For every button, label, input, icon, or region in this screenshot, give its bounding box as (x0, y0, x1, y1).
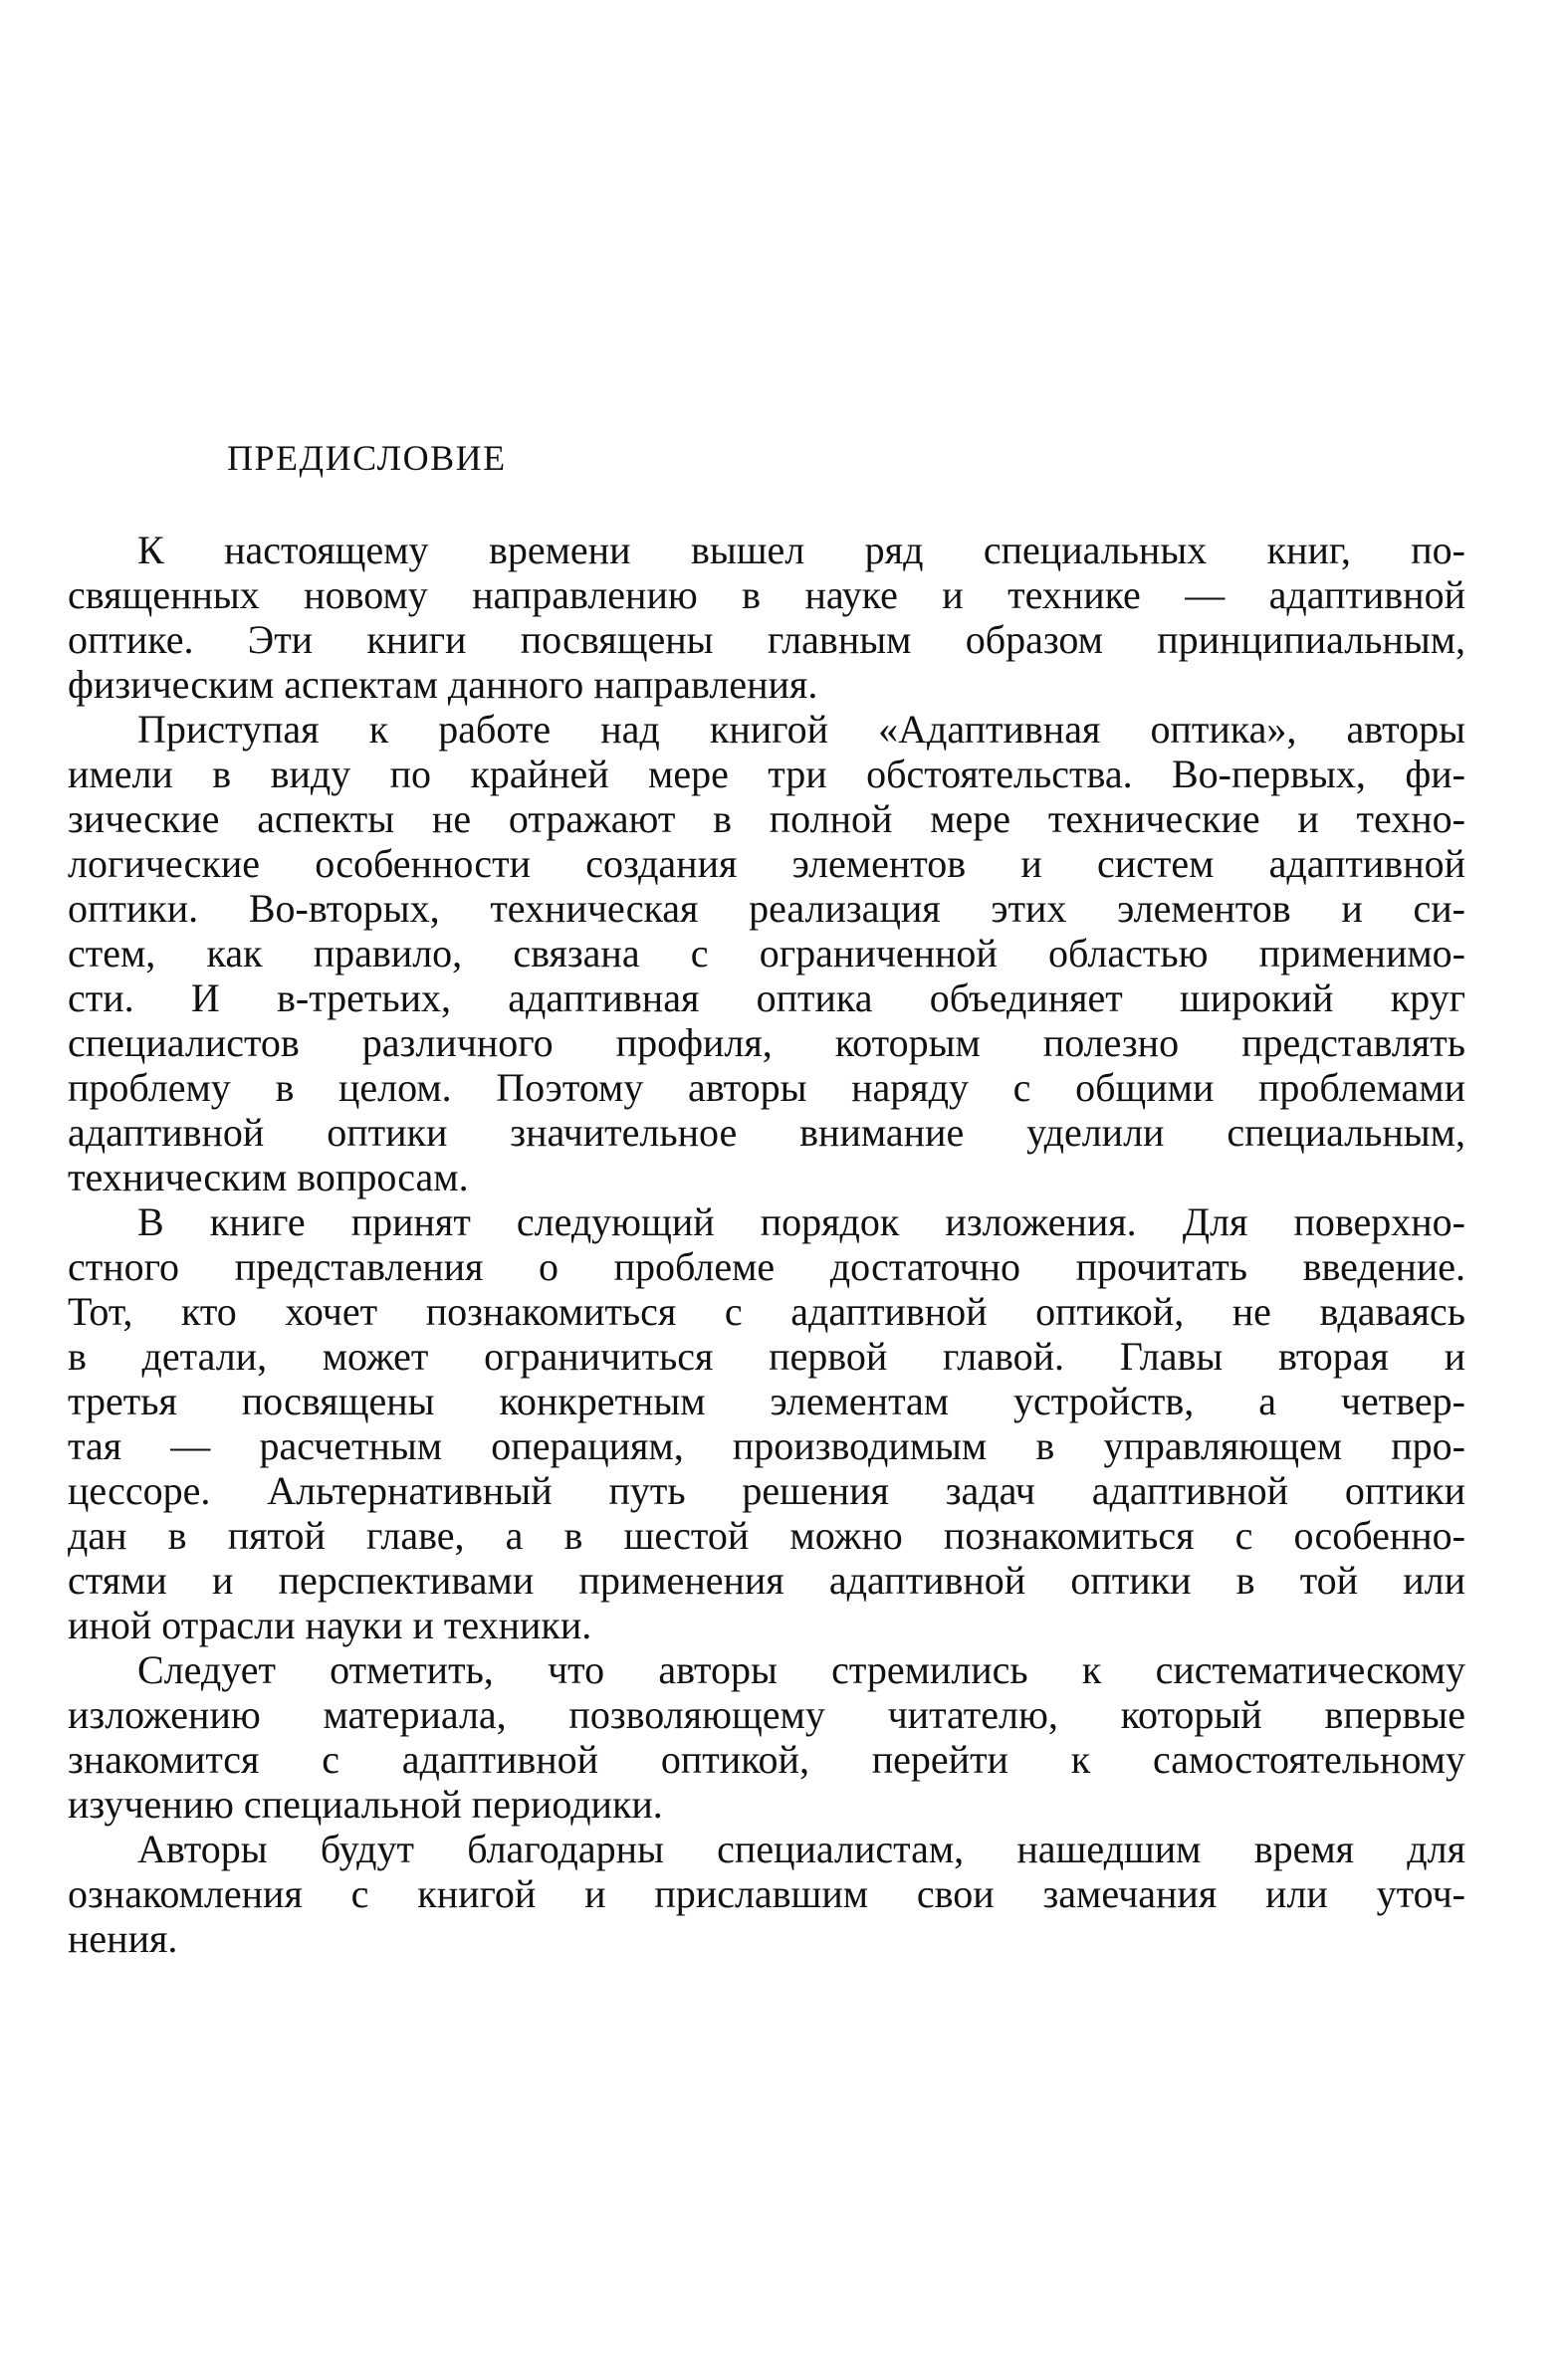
page-title: ПРЕДИСЛОВИЕ (227, 438, 507, 478)
text-line: специалистов различного профиля, которым полезно представлять (68, 1020, 1465, 1065)
text-line: логические особенности создания элементов и систем адаптивной (68, 841, 1465, 886)
text-line: адаптивной оптики значительное внимание уделили специальным, (68, 1110, 1465, 1155)
text-line: изучению специальной периодики. (68, 1782, 663, 1827)
text-line: в детали, может ограничиться первой главой. Главы вторая и (68, 1334, 1465, 1379)
text-line: техническим вопросам. (68, 1155, 469, 1199)
text-line: Следует отметить, что авторы стремились к систематическому (137, 1647, 1465, 1692)
preface-body (68, 528, 1465, 1961)
text-line: знакомится с адаптивной оптикой, перейти к самостоятельному (68, 1737, 1465, 1782)
text-line: дан в пятой главе, а в шестой можно познакомиться с особенно- (68, 1513, 1465, 1558)
paragraph-5 (68, 1827, 1465, 1961)
paragraph-3 (68, 1199, 1465, 1647)
text-line: стного представления о проблеме достаточно прочитать введение. (68, 1244, 1465, 1289)
text-line: оптики. Во-вторых, техническая реализация этих элементов и си- (68, 886, 1465, 931)
text-line: оптике. Эти книги посвящены главным образом принципиальным, (68, 617, 1465, 662)
paragraph-1 (68, 528, 1465, 707)
text-line: нения. (68, 1916, 178, 1961)
text-line: В книге принят следующий порядок изложения. Для поверхно- (137, 1199, 1465, 1244)
text-line: изложению материала, позволяющему читателю, который впервые (68, 1692, 1465, 1737)
text-line: физическим аспектам данного направления. (68, 662, 818, 707)
text-line: К настоящему времени вышел ряд специальных книг, по- (137, 528, 1465, 572)
text-line: Авторы будут благодарны специалистам, нашедшим время для (137, 1827, 1465, 1871)
text-line: священных новому направлению в науке и технике — адаптивной (68, 572, 1465, 617)
paragraph-2 (68, 707, 1465, 1199)
text-line: имели в виду по крайней мере три обстоятельства. Во-первых, фи- (68, 752, 1465, 796)
text-line: Приступая к работе над книгой «Адаптивная оптика», авторы (137, 707, 1465, 752)
text-line: цессоре. Альтернативный путь решения задач адаптивной оптики (68, 1468, 1465, 1513)
text-line: стем, как правило, связана с ограниченной областью применимо- (68, 931, 1465, 975)
text-line: иной отрасли науки и техники. (68, 1603, 592, 1647)
text-line: тая — расчетным операциям, производимым в управляющем про- (68, 1423, 1465, 1468)
paragraph-4 (68, 1647, 1465, 1827)
text-line: третья посвящены конкретным элементам устройств, а четвер- (68, 1379, 1465, 1423)
text-line: ознакомления с книгой и приславшим свои замечания или уточ- (68, 1871, 1465, 1916)
text-line: сти. И в-третьих, адаптивная оптика объединяет широкий круг (68, 975, 1465, 1020)
text-line: стями и перспективами применения адаптивной оптики в той или (68, 1558, 1465, 1603)
text-line: зические аспекты не отражают в полной мере технические и техно- (68, 796, 1465, 841)
text-line: Тот, кто хочет познакомиться с адаптивной оптикой, не вдаваясь (68, 1289, 1465, 1334)
text-line: проблему в целом. Поэтому авторы наряду с общими проблемами (68, 1065, 1465, 1110)
